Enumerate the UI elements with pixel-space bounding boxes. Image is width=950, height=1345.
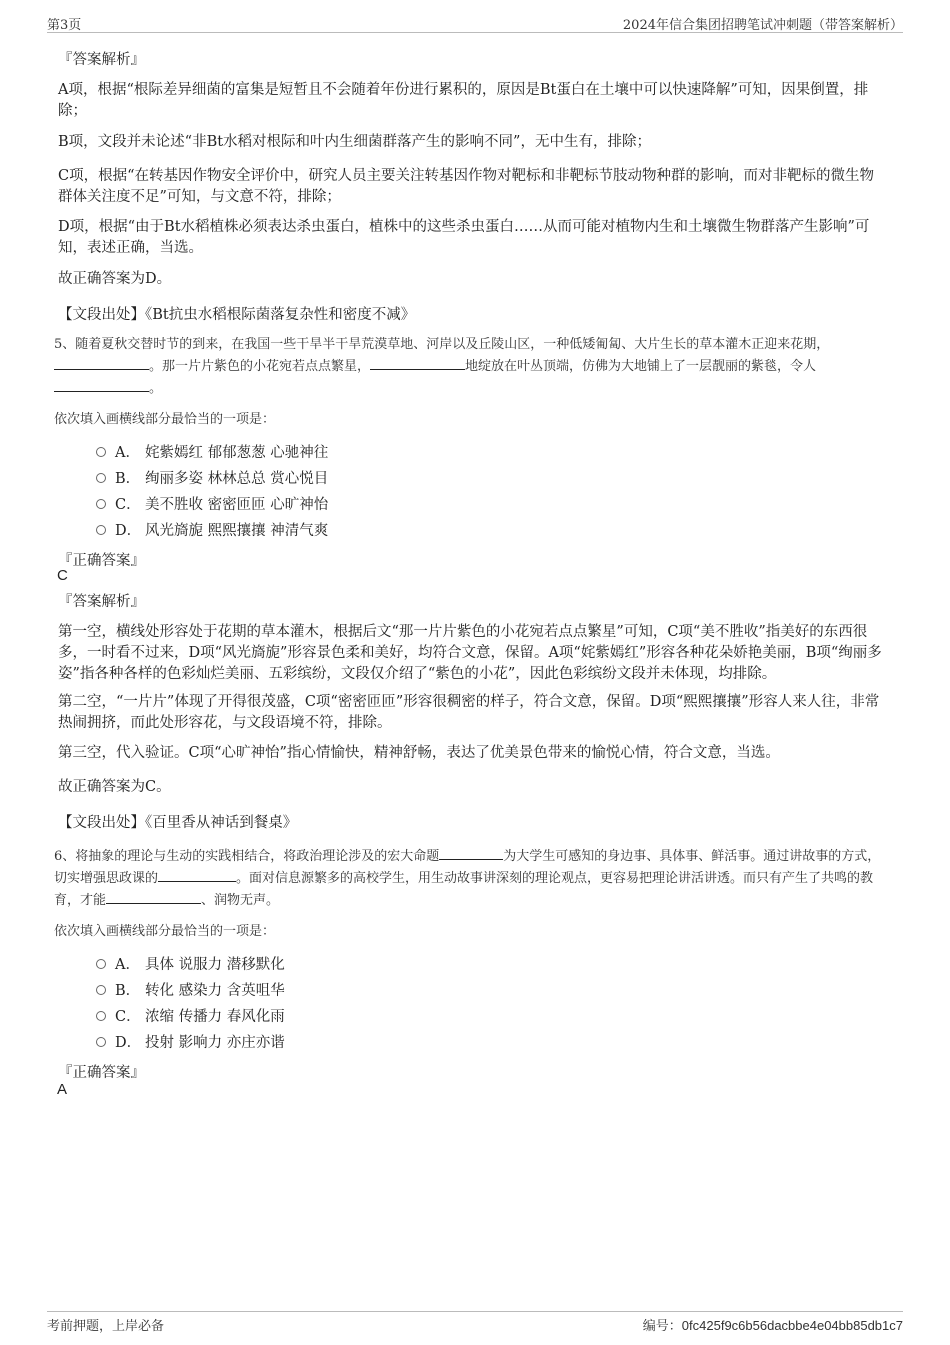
radio-icon[interactable]	[96, 985, 106, 995]
q5-option-b[interactable]: B． 绚丽多姿 林林总总 赏心悦目	[96, 469, 328, 489]
q5-analysis-label: 『答案解析』	[58, 594, 145, 610]
q5-stem-seg3: 地绽放在叶丛顶端，仿佛为大地铺上了一层靓丽的紫毯，令人	[465, 359, 817, 374]
q4-analysis-d: D项，根据“由于Bt水稻植株必须表达杀虫蛋白，植株中的这些杀虫蛋白……从而可能对植物内生和土壤微生物群落产生影响”可知，表述正确，当选。	[58, 219, 870, 256]
radio-icon[interactable]	[96, 959, 106, 969]
q5-analysis-blank3: 第三空，代入验证。C项“心旷神怡”指心情愉快，精神舒畅，表达了优美景色带来的愉悦心情，符合文意，当选。	[58, 745, 780, 761]
q6-stem-seg4: 、润物无声。	[201, 893, 280, 908]
q6-blank-3	[106, 889, 201, 904]
page-number: 第3页	[47, 18, 82, 33]
q5-correct-label: 『正确答案』	[58, 553, 145, 569]
q4-analysis-b: B项，文段并未论述“非Bt水稻对根际和叶内生细菌群落产生的影响不同”，无中生有，排除；	[58, 134, 651, 150]
q4-analysis-a: A项，根据“根际差异细菌的富集是短暂且不会随着年份进行累积的，原因是Bt蛋白在土壤中可以快速降解”可知，因果倒置，排除；	[58, 82, 869, 119]
q5-correct-answer: C	[57, 567, 68, 584]
q6-stem-seg2: 为大学生可感知的身边事、具体事、鲜活事。通过讲故事的方式，切实增强思政课的	[54, 849, 881, 886]
footer-slogan: 考前押题，上岸必备	[47, 1319, 165, 1334]
q6-stem-seg1: 6、将抽象的理论与生动的实践相结合，将政治理论涉及的宏大命题	[54, 849, 440, 864]
q5-option-c[interactable]: C． 美不胜收 密密匝匝 心旷神怡	[96, 495, 328, 515]
q5-source: 【文段出处】《百里香从神话到餐桌》	[58, 815, 298, 831]
q6-blank-2	[158, 867, 236, 882]
q5-stem-seg4: 。	[149, 381, 163, 396]
q6-correct-answer: A	[57, 1081, 68, 1098]
q4-analysis-c: C项，根据“在转基因作物安全评价中，研究人员主要关注转基因作物对靶标和非靶标节肢动物种群的影响，而对非靶标的微生物群体关注度不足”可知，与文意不符，排除；	[58, 168, 875, 205]
q5-stem-seg2: 。那一片片紫色的小花宛若点点繁星，	[149, 359, 371, 374]
radio-icon[interactable]	[96, 525, 106, 535]
q6-blank-1	[439, 845, 503, 860]
radio-icon[interactable]	[96, 447, 106, 457]
q5-blank-1	[54, 355, 149, 370]
q5-option-a[interactable]: A． 姹紫嫣红 郁郁葱葱 心驰神往	[96, 443, 328, 463]
radio-icon[interactable]	[96, 473, 106, 483]
q5-analysis-blank2: 第二空，“一片片”体现了开得很茂盛，C项“密密匝匝”形容很稠密的样子，符合文意，保留。D项“熙熙攘攘”形容人来人往，非常热闹拥挤，而此处形容花，与文段语境不符，排除。	[58, 694, 880, 731]
q5-blank-3	[54, 377, 149, 392]
document-code	[643, 1315, 903, 1334]
q5-option-d[interactable]: D． 风光旖旎 熙熙攘攘 神清气爽	[96, 521, 328, 541]
radio-icon[interactable]	[96, 1011, 106, 1021]
q6-option-a[interactable]: A． 具体 说服力 潜移默化	[96, 955, 285, 975]
q6-stem-seg3: 。面对信息源繁多的高校学生，用生动故事讲深刻的理论观点，更容易把理论讲活讲透。而只有产生了共鸣的教育，才能	[54, 871, 874, 908]
q4-source: 【文段出处】《Bt抗虫水稻根际菌落复杂性和密度不减》	[58, 307, 416, 323]
q6-correct-label: 『正确答案』	[58, 1065, 145, 1081]
page-header	[47, 14, 903, 33]
q6-instruction: 依次填入画横线部分最恰当的一项是：	[54, 924, 276, 939]
q6-stem	[54, 845, 892, 911]
document-code-value: 0fc425f9c6b56dacbbe4e04bb85db1c7	[681, 1318, 903, 1333]
q5-analysis-blank1: 第一空，横线处形容处于花期的草本灌木，根据后文“那一片片紫色的小花宛若点点繁星”可知，C项“美不胜收”指美好的东西很多，一时看不过来，D项“风光旖旎”形容景色柔和美好，均符合文意，保留。A项“姹紫嫣红”形容各种花朵娇艳美丽，B项“绚丽多姿”指各种各样的色彩灿烂美丽、五彩缤纷，文段仅介绍了“紫色的小花”，因此色彩缤纷文段并未体现，均排除。	[58, 624, 882, 682]
q6-option-d[interactable]: D． 投射 影响力 亦庄亦谐	[96, 1033, 285, 1053]
radio-icon[interactable]	[96, 499, 106, 509]
q4-analysis-label: 『答案解析』	[58, 52, 145, 68]
q4-conclusion: 故正确答案为D。	[58, 271, 172, 287]
q5-instruction: 依次填入画横线部分最恰当的一项是：	[54, 412, 276, 427]
document-title: 2024年信合集团招聘笔试冲刺题（带答案解析）	[622, 18, 903, 33]
radio-icon[interactable]	[96, 1037, 106, 1047]
q5-stem	[54, 334, 892, 399]
q5-blank-2	[370, 355, 465, 370]
q5-conclusion: 故正确答案为C。	[58, 779, 171, 795]
page-footer	[47, 1311, 903, 1332]
document-code-label: 编号：	[642, 1319, 682, 1334]
q6-option-c[interactable]: C． 浓缩 传播力 春风化雨	[96, 1007, 285, 1027]
q6-option-b[interactable]: B． 转化 感染力 含英咀华	[96, 981, 285, 1001]
q5-stem-seg1: 5、随着夏秋交替时节的到来，在我国一些干旱半干旱荒漠草地、河岸以及丘陵山区，一种低矮匍匐、大片生长的草本灌木正迎来花期，	[54, 337, 830, 352]
